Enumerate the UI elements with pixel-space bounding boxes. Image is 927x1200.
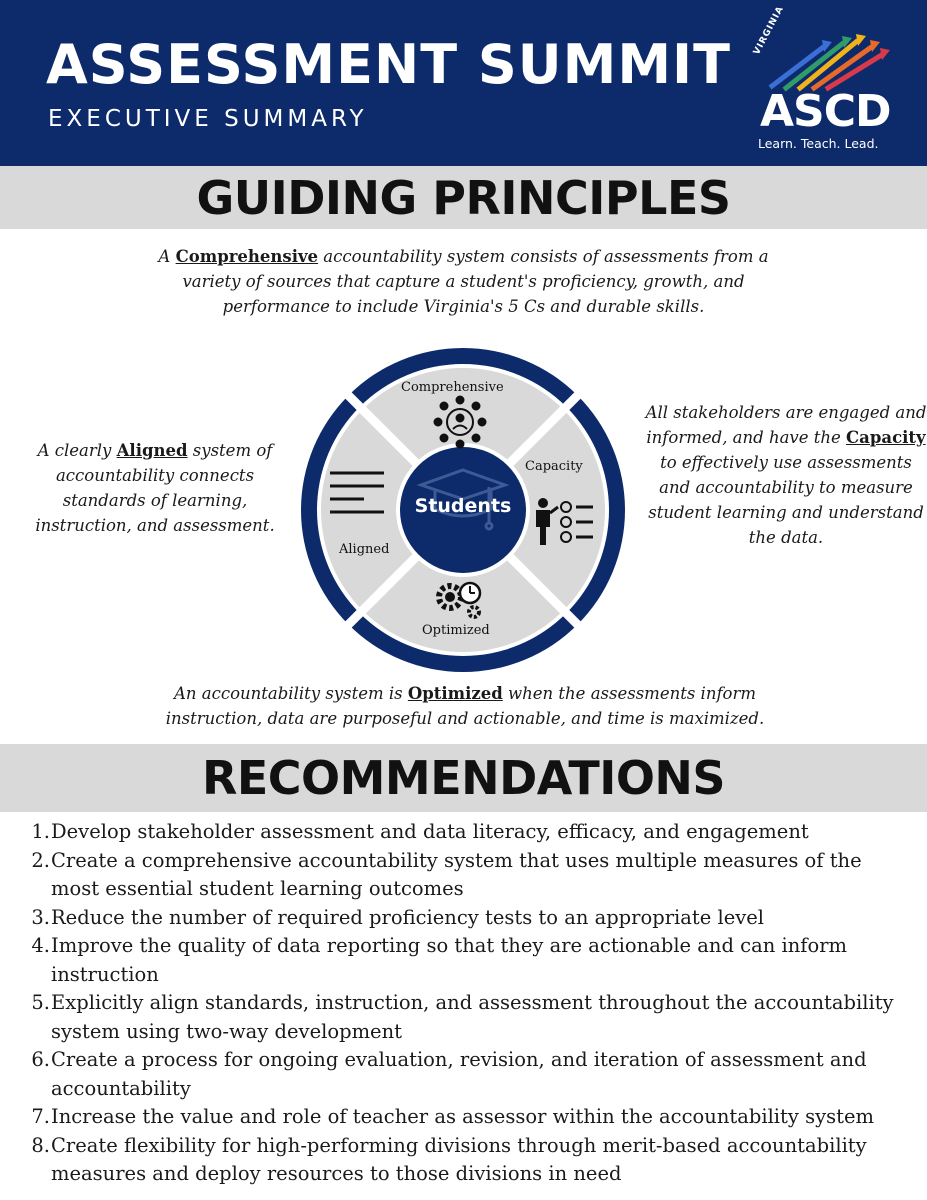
list-item-text: Improve the quality of data reporting so that they are actionable and can inform instruction — [51, 934, 848, 986]
list-item-number: 4. — [31, 934, 50, 957]
list-item — [20, 904, 915, 933]
list-item-number: 2. — [31, 848, 50, 872]
comprehensive-pre: A — [158, 247, 176, 266]
list-item-number: 1. — [31, 820, 50, 843]
logo-tagline: Learn. Teach. Lead. — [758, 136, 879, 151]
optimized-post: when the assessments inform instruction, data are purposeful and actionable, and time is maximized. — [165, 684, 765, 728]
optimized-pre: An accountability system is — [173, 684, 408, 703]
logo-wordmark: ASCD — [760, 86, 891, 137]
list-item — [20, 1132, 915, 1189]
list-item-text: Create a comprehensive accountability system that uses multiple measures of the most essential student learning outcomes — [51, 848, 862, 900]
aligned-post: system of accountability connects standards of learning, instruction, and assessment. — [35, 441, 275, 535]
virginia-ascd-logo — [752, 4, 902, 152]
comprehensive-post: accountability system consists of assessments from a variety of sources that capture a student's proficiency, growth, and performance to include Virginia's 5 Cs and durable skills. — [182, 247, 769, 316]
list-item — [20, 1103, 915, 1132]
capacity-keyword: Capacity — [846, 428, 926, 447]
list-item — [20, 1046, 915, 1103]
list-item-number: 3. — [31, 905, 50, 929]
list-item-number: 8. — [31, 1133, 50, 1157]
list-item-text: Create a process for ongoing evaluation, revision, and iteration of assessment and accountability — [51, 1048, 867, 1100]
list-item — [20, 847, 915, 904]
segment-label-optimized: Optimized — [422, 623, 490, 638]
page-subtitle: EXECUTIVE SUMMARY — [48, 106, 368, 132]
list-item-number: 5. — [31, 991, 50, 1014]
list-item — [20, 818, 915, 847]
comprehensive-keyword: Comprehensive — [175, 247, 319, 266]
segment-label-aligned: Aligned — [339, 542, 390, 557]
recommendations-heading: RECOMMENDATIONS — [201, 751, 726, 805]
segment-label-capacity: Capacity — [525, 459, 583, 474]
list-item-text: Explicitly align standards, instruction, and assessment throughout the accountability system using two-way development — [51, 991, 894, 1043]
aligned-keyword: Aligned — [116, 441, 188, 460]
segment-label-comprehensive: Comprehensive — [401, 380, 504, 395]
list-item-number: 7. — [31, 1105, 50, 1128]
list-item-number: 6. — [31, 1048, 50, 1071]
guiding-principles-heading: GUIDING PRINCIPLES — [196, 170, 731, 225]
comprehensive-description — [150, 244, 777, 319]
aligned-pre: A clearly — [37, 441, 117, 460]
list-item-text: Create flexibility for high-performing divisions through merit-based accountability measures and deploy resources to those divisions in need — [51, 1133, 867, 1185]
list-item-text: Increase the value and role of teacher as assessor within the accountability system — [51, 1105, 874, 1128]
capacity-description — [642, 400, 927, 550]
capacity-pre: All stakeholders are engaged and informed, and have the — [645, 403, 927, 447]
list-item — [20, 932, 915, 989]
principles-diagram — [300, 347, 626, 673]
list-item-text: Develop stakeholder assessment and data literacy, efficacy, and engagement — [51, 820, 809, 843]
guiding-principles-band — [0, 166, 927, 229]
page-title: ASSESSMENT SUMMIT — [46, 33, 731, 96]
optimized-description — [140, 681, 790, 731]
list-item — [20, 989, 915, 1046]
center-label-students: Students — [414, 495, 512, 517]
page-header — [0, 0, 927, 166]
network-people-icon — [435, 397, 486, 448]
logo-state-text: VIRGINIA — [752, 4, 787, 57]
recommendations-list — [20, 818, 915, 1189]
recommendations-band — [0, 744, 927, 812]
aligned-description — [24, 438, 286, 538]
optimized-keyword: Optimized — [407, 684, 503, 703]
list-item-text: Reduce the number of required proficiency tests to an appropriate level — [51, 905, 765, 929]
capacity-post: to effectively use assessments and accountability to measure student learning and understand the data. — [648, 453, 924, 547]
